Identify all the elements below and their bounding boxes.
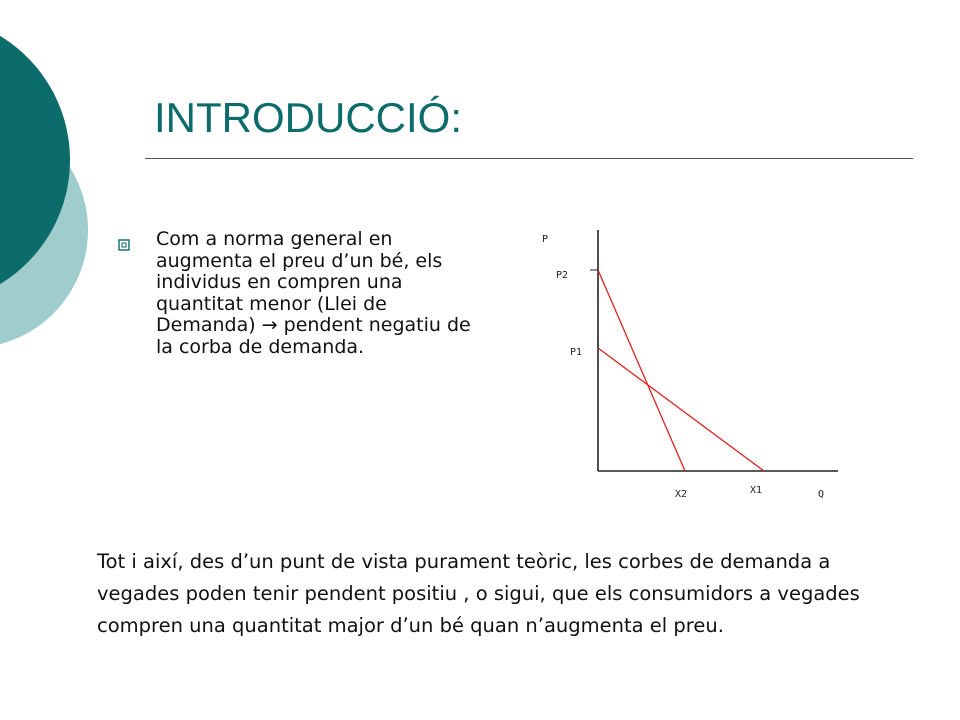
demand-graph bbox=[528, 222, 848, 512]
x2-label: X2 bbox=[675, 489, 688, 500]
decorative-teal-circles bbox=[0, 0, 110, 390]
demand-curve-steep bbox=[598, 270, 685, 471]
bullet-text bbox=[156, 229, 488, 358]
p2-label: P2 bbox=[556, 270, 569, 281]
slide-title: INTRODUCCIÓ: bbox=[154, 94, 462, 141]
x1-label: X1 bbox=[750, 485, 763, 496]
bullet-text-end: pendent negatiu de la corba de demanda. bbox=[156, 314, 471, 358]
demand-curve-flat bbox=[598, 348, 764, 471]
title-divider bbox=[145, 158, 913, 159]
hollow-square-bullet-icon bbox=[118, 229, 156, 358]
bottom-paragraph: Tot i així, des d’un punt de vista purament teòric, les corbes de demanda a vegades poden tenir pendent positiu , o sigui, que els consumidors a vegades compren una quantitat major d’un bé quan n’augmenta el preu. bbox=[97, 550, 860, 637]
bullet-text-main: Com a norma general en augmenta el preu d’un bé, els individus en compren una quantitat menor (Llei de Demanda) bbox=[156, 228, 443, 336]
x-axis-label: Q bbox=[818, 489, 825, 500]
p1-label: P1 bbox=[570, 347, 583, 358]
y-axis-label: P bbox=[542, 234, 549, 245]
right-arrow-icon: → bbox=[261, 314, 278, 336]
bullet-item bbox=[118, 229, 488, 358]
